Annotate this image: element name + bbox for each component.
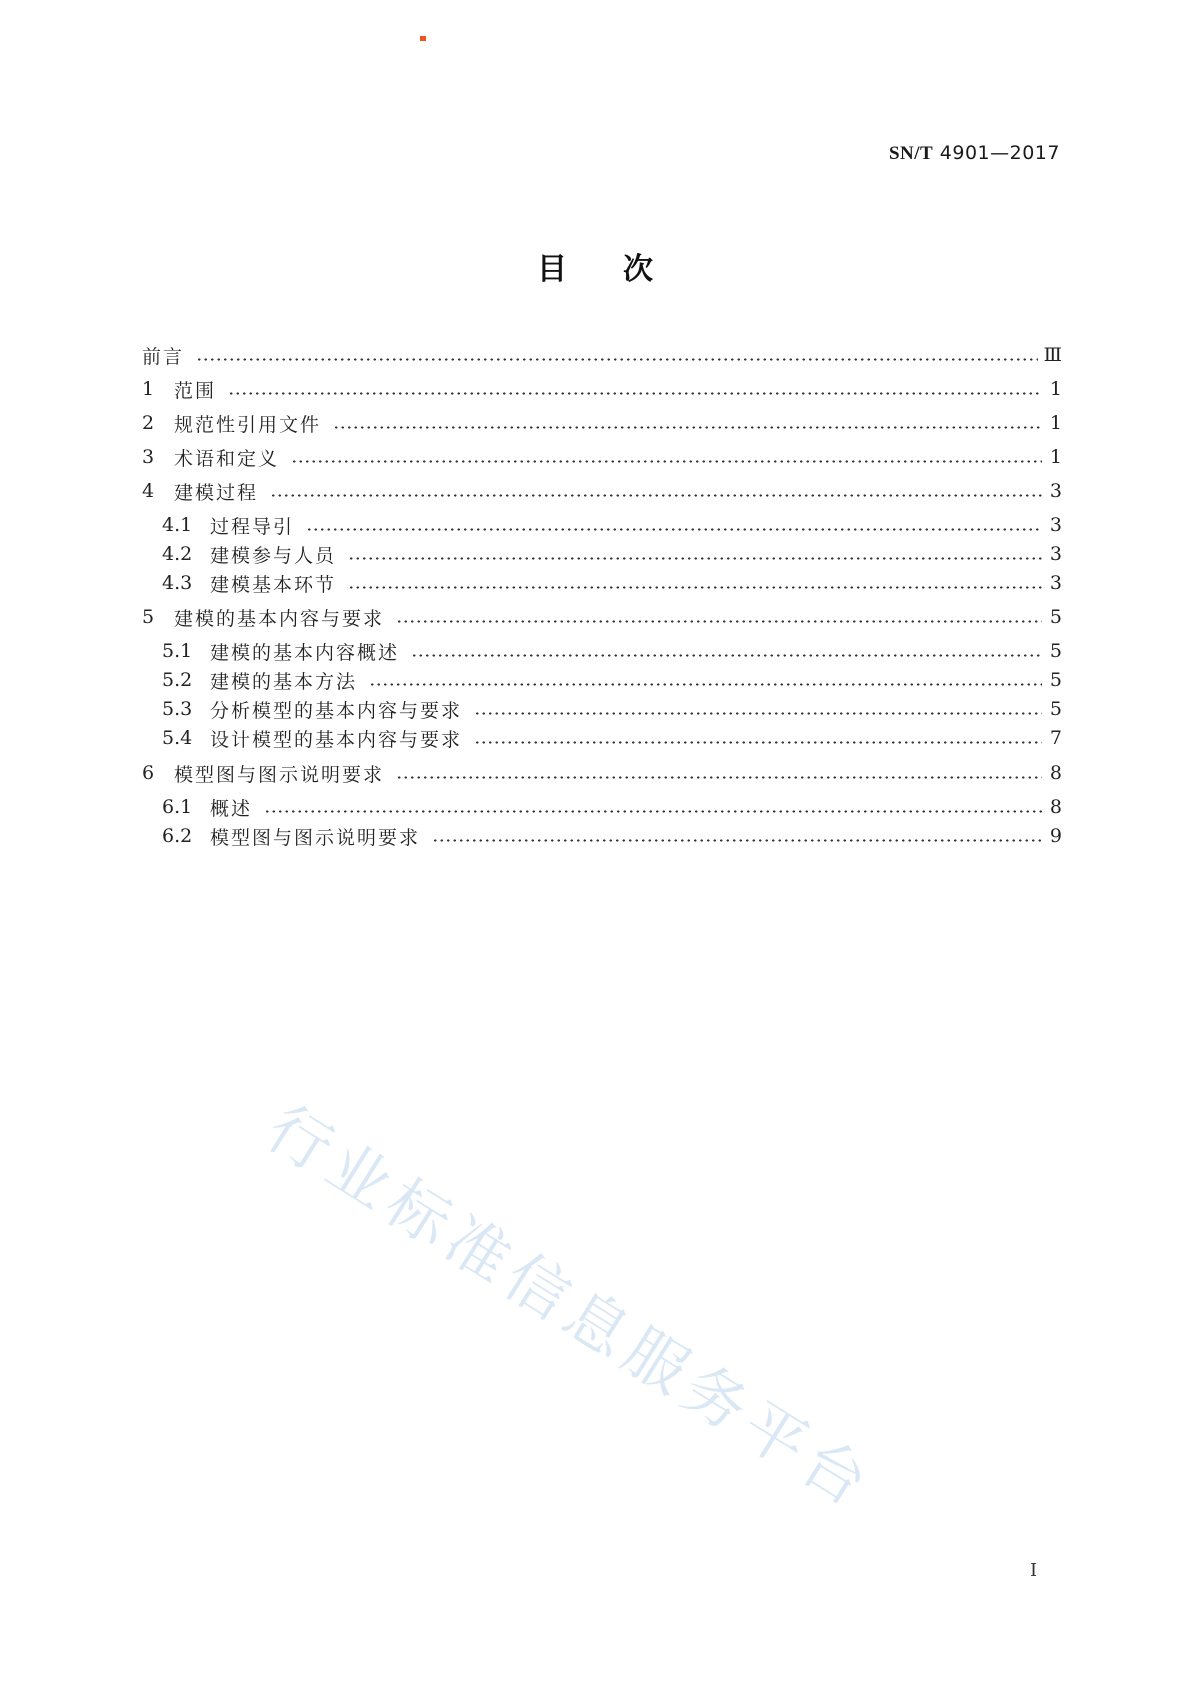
toc-entry-label: 设计模型的基本内容与要求 xyxy=(210,728,463,751)
toc-entry-page: 9 xyxy=(1049,825,1062,847)
toc-entry-number: 6 xyxy=(142,762,155,784)
page-number: I xyxy=(1030,1560,1038,1581)
dot-leader xyxy=(196,358,1038,361)
dot-leader xyxy=(264,810,1042,813)
toc-entry-page: 1 xyxy=(1049,412,1062,434)
toc-entry[interactable] xyxy=(162,636,1062,666)
toc-entry-label: 建模的基本内容与要求 xyxy=(174,607,385,630)
toc-entry[interactable] xyxy=(162,792,1062,822)
toc-entry-page: 5 xyxy=(1049,606,1062,628)
toc-entry-page: 8 xyxy=(1049,762,1062,784)
toc-entry-page: 1 xyxy=(1049,378,1062,400)
toc-entry-number: 6.1 xyxy=(162,796,193,818)
toc-entry-page: 8 xyxy=(1049,796,1062,818)
dot-leader xyxy=(474,712,1042,715)
toc-entry-label: 分析模型的基本内容与要求 xyxy=(210,699,463,722)
dot-leader xyxy=(306,528,1042,531)
toc-entry[interactable] xyxy=(142,442,1062,472)
toc-entry-number: 4 xyxy=(142,480,155,502)
toc-entry-label: 过程导引 xyxy=(210,515,295,538)
toc-entry[interactable] xyxy=(162,821,1062,851)
toc-entry-label: 建模过程 xyxy=(174,481,259,504)
toc-entry-label: 模型图与图示说明要求 xyxy=(174,763,385,786)
toc-entry-page: 1 xyxy=(1049,446,1062,468)
toc-entry-page: 7 xyxy=(1049,727,1062,749)
toc-entry-label: 概述 xyxy=(210,797,253,820)
toc-entry[interactable] xyxy=(162,723,1062,753)
toc-entry-label: 建模基本环节 xyxy=(210,573,337,596)
standard-code: SN/T 4901—2017 xyxy=(888,142,1060,164)
toc-entry-number: 5.3 xyxy=(162,698,193,720)
toc-entry[interactable] xyxy=(142,408,1062,438)
toc-title: 目次 xyxy=(537,252,709,287)
toc-entry-number: 4.2 xyxy=(162,543,193,565)
toc-entry-page: Ⅲ xyxy=(1043,344,1062,366)
toc-entry[interactable] xyxy=(142,602,1062,632)
toc-entry[interactable] xyxy=(142,340,1062,370)
dot-leader xyxy=(228,392,1042,395)
dot-leader xyxy=(333,426,1042,429)
toc-entry-label: 范围 xyxy=(174,379,217,402)
toc-entry-label: 建模参与人员 xyxy=(210,544,337,567)
dot-leader xyxy=(270,494,1042,497)
toc-entry[interactable] xyxy=(162,665,1062,695)
toc-entry-number: 4.1 xyxy=(162,514,193,536)
toc-entry[interactable] xyxy=(142,374,1062,404)
dot-leader xyxy=(369,683,1042,686)
toc-entry-label: 规范性引用文件 xyxy=(174,413,322,436)
toc-entry-label: 模型图与图示说明要求 xyxy=(210,826,421,849)
dot-leader xyxy=(396,776,1042,779)
dot-leader xyxy=(396,620,1042,623)
toc-entry-page: 5 xyxy=(1049,669,1062,691)
toc-entry[interactable] xyxy=(162,510,1062,540)
toc-entry-page: 3 xyxy=(1049,514,1062,536)
toc-entry-number: 1 xyxy=(142,378,155,400)
toc-entry-number: 3 xyxy=(142,446,155,468)
watermark: 行业标准信息服务平台 xyxy=(254,1091,887,1524)
toc-entry-page: 3 xyxy=(1049,572,1062,594)
dot-leader xyxy=(291,460,1042,463)
dot-leader xyxy=(348,557,1042,560)
toc-entry[interactable] xyxy=(142,476,1062,506)
dot-leader xyxy=(474,741,1042,744)
toc-entry-page: 3 xyxy=(1049,480,1062,502)
toc-entry-number: 5.4 xyxy=(162,727,193,749)
toc-entry[interactable] xyxy=(162,568,1062,598)
toc-entry-label: 术语和定义 xyxy=(174,447,280,470)
toc-entry-number: 6.2 xyxy=(162,825,193,847)
toc-entry-number: 5.2 xyxy=(162,669,193,691)
toc-entry[interactable] xyxy=(142,758,1062,788)
toc-entry-page: 5 xyxy=(1049,698,1062,720)
toc-entry-page: 5 xyxy=(1049,640,1062,662)
toc-entry[interactable] xyxy=(162,539,1062,569)
toc-entry-label: 前言 xyxy=(142,345,185,368)
toc-entry-number: 2 xyxy=(142,412,155,434)
toc-entry-number: 4.3 xyxy=(162,572,193,594)
toc-entry[interactable] xyxy=(162,694,1062,724)
toc-entry-label: 建模的基本方法 xyxy=(210,670,358,693)
dot-leader xyxy=(411,654,1042,657)
dot-leader xyxy=(348,586,1042,589)
toc-entry-number: 5.1 xyxy=(162,640,193,662)
orange-mark xyxy=(420,36,426,41)
toc-entry-number: 5 xyxy=(142,606,155,628)
dot-leader xyxy=(432,839,1042,842)
toc-entry-label: 建模的基本内容概述 xyxy=(210,641,400,664)
toc-entry-page: 3 xyxy=(1049,543,1062,565)
